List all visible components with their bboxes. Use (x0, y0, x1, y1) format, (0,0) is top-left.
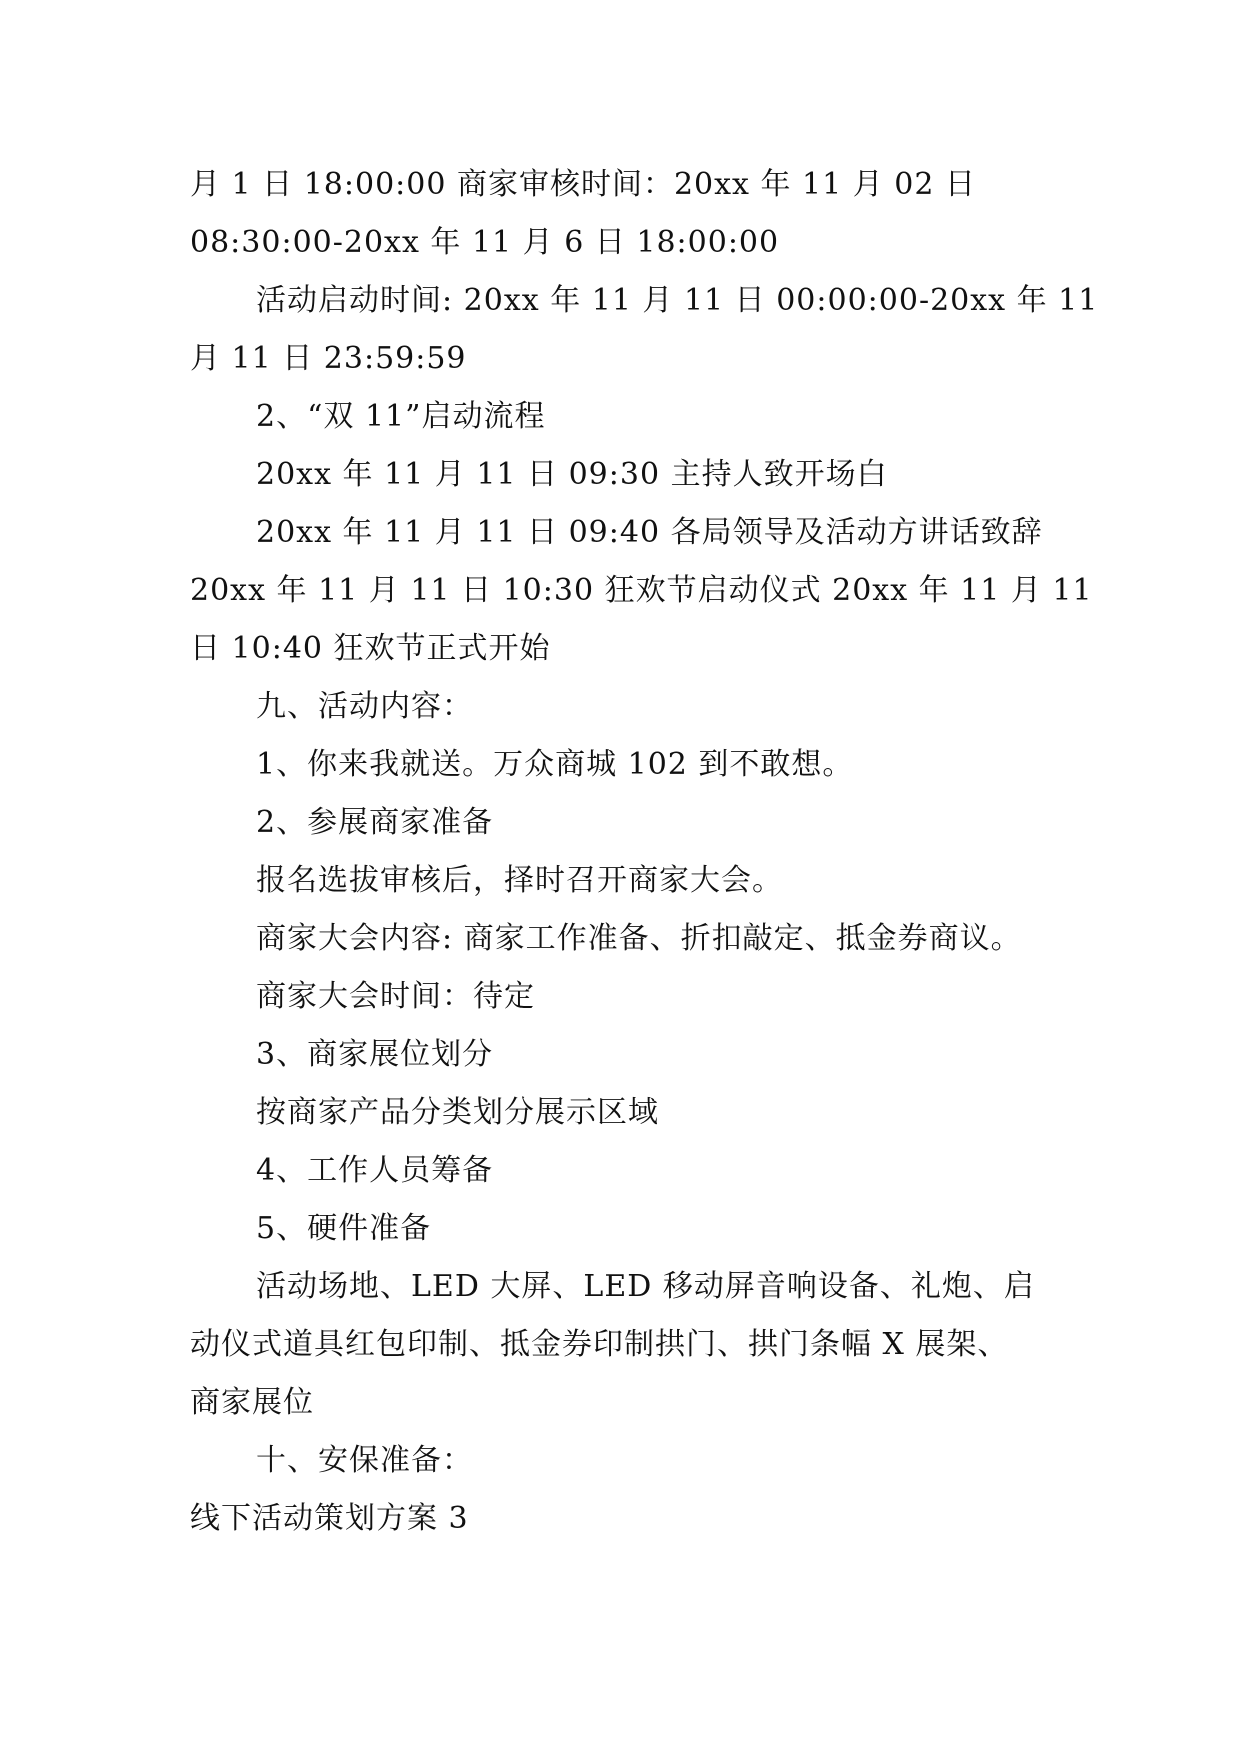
section-heading: 5、硬件准备 (256, 1211, 432, 1246)
text-line: 商家展位 (190, 1385, 314, 1420)
text-line: 动仪式道具红包印制、抵金券印制拱门、拱门条幅 X 展架、 (190, 1327, 1009, 1362)
text-line: 20xx 年 11 月 11 日 09:40 各局领导及活动方讲话致辞 (256, 515, 1043, 550)
text-line: 报名选拔审核后，择时召开商家大会。 (256, 863, 783, 898)
section-heading: 3、商家展位划分 (256, 1037, 494, 1072)
text-line: 月 11 日 23:59:59 (190, 341, 467, 376)
text-line: 20xx 年 11 月 11 日 10:30 狂欢节启动仪式 20xx 年 11 月 11 (190, 573, 1093, 608)
text-line: 08:30:00-20xx 年 11 月 6 日 18:00:00 (190, 225, 780, 260)
text-line: 活动场地、LED 大屏、LED 移动屏音响设备、礼炮、启 (256, 1269, 1035, 1304)
section-heading: 2、“双 11”启动流程 (256, 399, 546, 434)
text-line: 20xx 年 11 月 11 日 09:30 主持人致开场白 (256, 457, 888, 492)
section-heading: 九、活动内容： (256, 689, 473, 724)
section-heading: 4、工作人员筹备 (256, 1153, 494, 1188)
document-title: 线下活动策划方案 3 (190, 1501, 469, 1536)
text-line: 月 1 日 18:00:00 商家审核时间：20xx 年 11 月 02 日 (190, 167, 977, 202)
section-heading: 2、参展商家准备 (256, 805, 494, 840)
text-line: 按商家产品分类划分展示区域 (256, 1095, 659, 1130)
text-line: 1、你来我就送。万众商城 102 到不敢想。 (256, 747, 854, 782)
text-line: 商家大会内容: 商家工作准备、折扣敲定、抵金券商议。 (256, 921, 1022, 956)
text-line: 日 10:40 狂欢节正式开始 (190, 631, 551, 666)
text-line: 商家大会时间：待定 (256, 979, 535, 1014)
section-heading: 十、安保准备： (256, 1443, 473, 1478)
text-line: 活动启动时间: 20xx 年 11 月 11 日 00:00:00-20xx 年 11 (256, 283, 1099, 318)
